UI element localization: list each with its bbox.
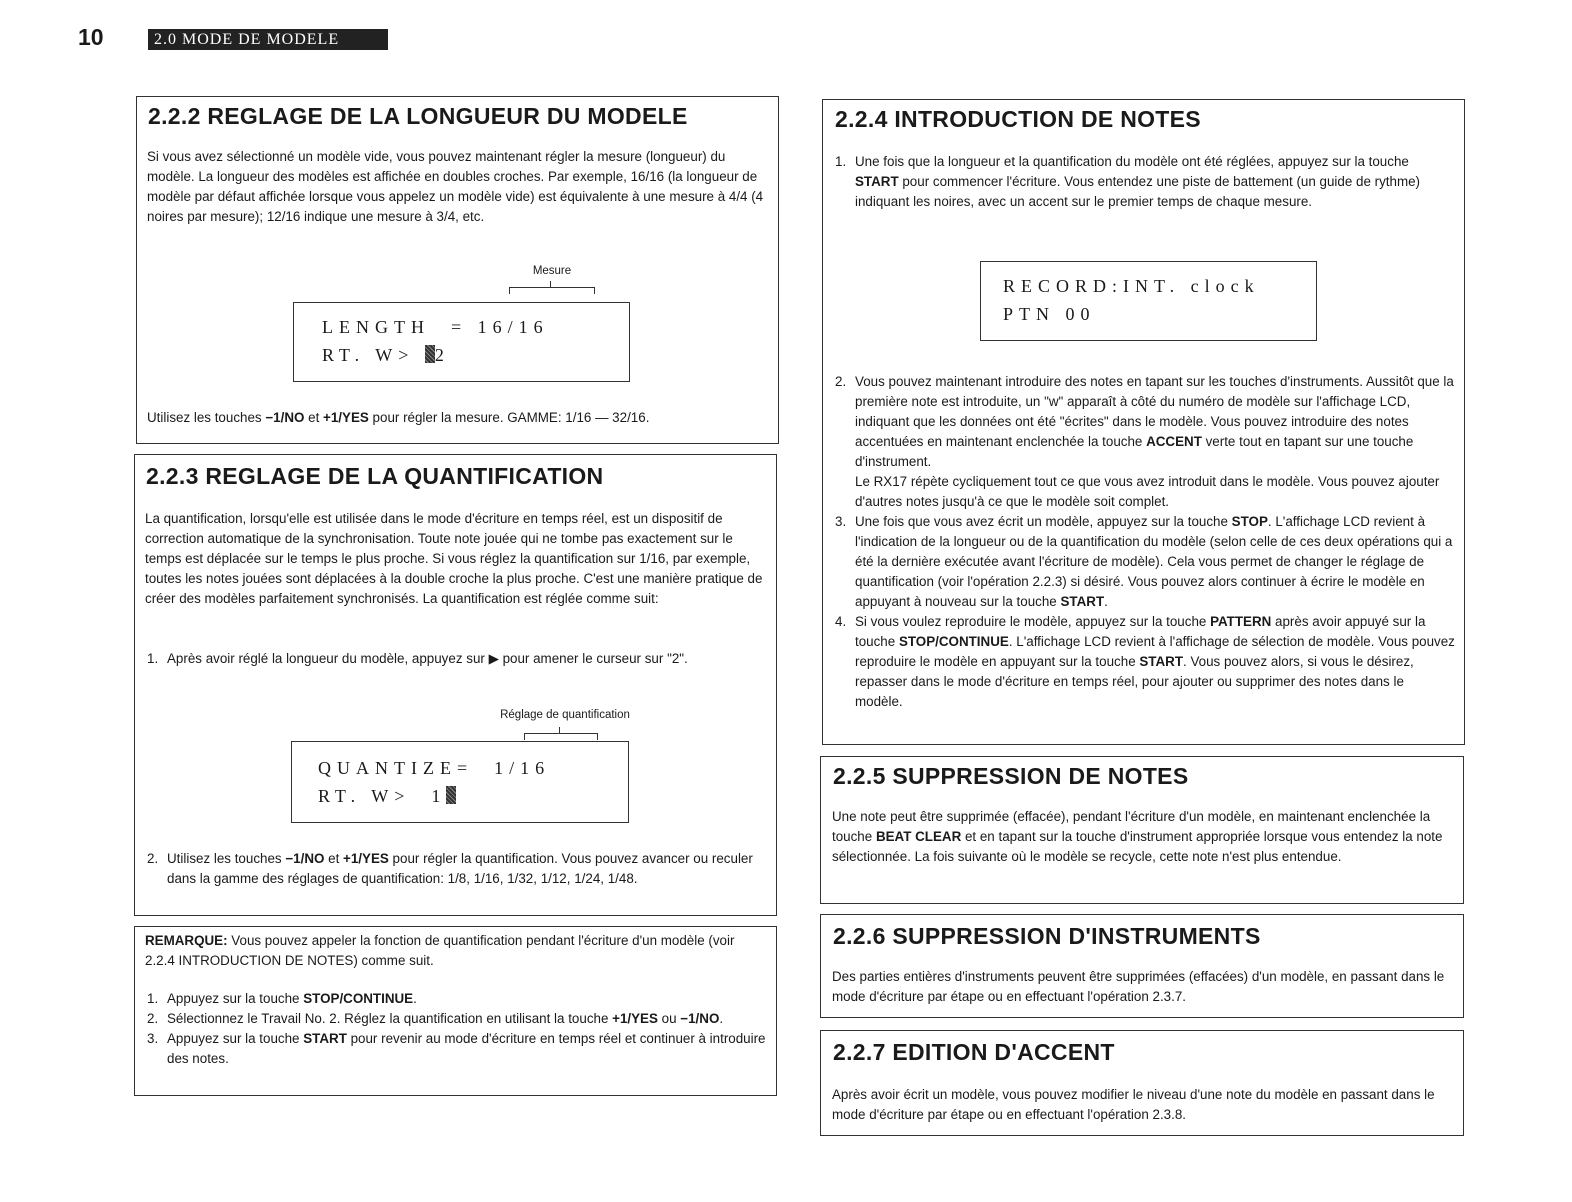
- lcd-text: RT. W> 1: [318, 786, 447, 806]
- item-number: 2.: [147, 851, 159, 866]
- key-label: PATTERN: [1210, 614, 1272, 629]
- lcd-display: [291, 741, 629, 823]
- text: Utilisez les touches: [147, 410, 266, 425]
- section-body: Si vous avez sélectionné un modèle vide, vous pouvez maintenant régler la mesure (longueur) du modèle. La longueur des modèles est affichée en doubles croches. Par exemple, 16/16 (la longueur de modèle par défaut affichée lorsque vous appelez un modèle vide) est équivalente à une mesure à 4/4 (4 noires par mesure); 12/16 indique une mesure à 3/4, etc.: [147, 149, 764, 224]
- section-body: Après avoir écrit un modèle, vous pouvez modifier le niveau d'une note du modèle en passant dans le mode d'écriture par étape ou en effectuant l'opération 2.3.8.: [832, 1087, 1435, 1122]
- text: Une fois que la longueur et la quantification du modèle ont été réglées, appuyez sur la touche: [855, 154, 1409, 169]
- key-label: +1/YES: [323, 410, 369, 425]
- text: ou: [657, 1011, 681, 1026]
- list-item: [147, 649, 759, 669]
- item-number: 1.: [835, 154, 847, 169]
- remark-text: [145, 931, 767, 971]
- text: Vous pouvez appeler la fonction de quantification pendant l'écriture d'un modèle (voir 2.2.4 INTRODUCTION DE NOTES) comme suit.: [145, 933, 735, 968]
- key-label: START: [855, 174, 899, 189]
- text: pour revenir au mode d'écriture en temps réel et continuer à introduire des notes.: [167, 1031, 766, 1066]
- text: Utilisez les touches: [167, 851, 286, 866]
- lcd-line-1: RECORD:INT. clock: [1003, 276, 1260, 296]
- text: Appuyez sur la touche: [167, 1031, 304, 1046]
- chapter-banner: 2.0 MODE DE MODELE: [148, 29, 388, 50]
- key-label: START: [303, 1031, 347, 1046]
- text: .: [413, 991, 417, 1006]
- item-number: 1.: [147, 651, 159, 666]
- list-item: [835, 372, 1455, 512]
- section-body: Des parties entières d'instruments peuvent être supprimées (effacées) d'un modèle, en passant dans le mode d'écriture par étape ou en effectuant l'opération 2.3.7.: [832, 969, 1445, 1004]
- list-item: [835, 612, 1455, 712]
- list-item: [147, 849, 763, 889]
- text: Sélectionnez le Travail No. 2. Réglez la quantification en utilisant la touche: [167, 1011, 613, 1026]
- caption-tick: [559, 727, 560, 733]
- item-text: Après avoir réglé la longueur du modèle, appuyez sur ▶ pour amener le curseur sur "2".: [167, 651, 688, 666]
- key-label: +1/YES: [343, 851, 389, 866]
- lcd-display: [980, 261, 1317, 341]
- lcd-line-1: QUANTIZE= 1/16: [318, 758, 551, 778]
- caption-tick: [550, 281, 551, 287]
- key-label: ACCENT: [1146, 434, 1202, 449]
- item-number: 3.: [835, 514, 847, 529]
- section-title: 2.2.3 REGLAGE DE LA QUANTIFICATION: [146, 463, 604, 489]
- text: . L'affichage LCD revient à l'indication de la longueur ou de la quantification du modèle (selon celle de ces deux opérations qui a été la dernière exécutée avant l'écriture de modèle). Cela vous permet de changer le réglage de quantification (voir l'opération 2.2.3) si désiré. Vous pouvez alors continuer à écrire le modèle en appuyant à nouveau sur la touche: [855, 514, 1453, 609]
- lcd-caption: Mesure: [532, 265, 572, 277]
- remark-label: REMARQUE:: [145, 933, 228, 948]
- item-number: 2.: [147, 1011, 159, 1026]
- key-label: START: [1060, 594, 1105, 609]
- text: et en tapant sur la touche d'instrument appropriée lorsque vous entendez la note sélectionnée. La fois suivante où le modèle se recycle, cette note n'est plus entendue.: [832, 829, 1443, 864]
- steps-list: [147, 849, 763, 889]
- key-label: +1/YES: [612, 1011, 658, 1026]
- steps-list: [835, 152, 1455, 212]
- text: .: [719, 1011, 724, 1026]
- section-2-2-2: [136, 96, 779, 444]
- lcd-text: 2: [434, 345, 450, 365]
- text: et: [304, 410, 324, 425]
- section-title: 2.2.5 SUPPRESSION DE NOTES: [833, 763, 1189, 789]
- key-label: STOP/CONTINUE: [303, 991, 414, 1006]
- text: Vous pouvez maintenant introduire des notes en tapant sur les touches d'instruments. Aussitôt que la première note est introduite, un "w" apparaît à côté du numéro de modèle sur l'affichage LCD, indiquant que les données ont été "écrites" dans le modèle. Vous pouvez introduire des notes accentuées en maintenant enclenchée la touche: [855, 374, 1454, 449]
- text: Si vous voulez reproduire le modèle, appuyez sur la touche: [855, 614, 1211, 629]
- lcd-caption: Réglage de quantification: [500, 709, 630, 721]
- remark-box: [134, 926, 777, 1096]
- key-label: BEAT CLEAR: [875, 829, 962, 844]
- text: . L'affichage LCD revient à l'affichage de sélection de modèle. Vous pouvez reproduire le modèle en appuyant sur la touche: [855, 634, 1455, 669]
- key-label: −1/NO: [265, 410, 305, 425]
- key-label: START: [1139, 654, 1184, 669]
- text: après avoir appuyé sur la touche: [855, 614, 1426, 649]
- text: . Vous pouvez alors, si vous le désirez, repasser dans le mode d'écriture en temps réel, pour ajouter ou supprimer des notes dans le modèle.: [855, 654, 1414, 709]
- key-label: −1/NO: [680, 1011, 720, 1026]
- section-body: [832, 807, 1452, 867]
- text: verte tout en tapant sur une touche d'instrument.: [855, 434, 1414, 469]
- lcd-line-2: [322, 345, 450, 366]
- caption-bracket: [524, 733, 598, 740]
- lcd-text: RT. W>: [322, 345, 425, 365]
- section-footer: [147, 408, 777, 428]
- item-number: 3.: [147, 1031, 159, 1046]
- list-item: [147, 989, 767, 1009]
- steps-list: [835, 372, 1455, 712]
- steps-list: [147, 649, 759, 669]
- item-number: 2.: [835, 374, 847, 389]
- remark-list: [147, 989, 767, 1069]
- lcd-cursor: [446, 786, 456, 804]
- key-label: STOP: [1231, 514, 1268, 529]
- text: et: [324, 851, 344, 866]
- lcd-line-2: PTN 00: [1003, 304, 1096, 324]
- list-item: [835, 152, 1455, 212]
- lcd-line-2: [318, 786, 456, 807]
- lcd-display: [293, 302, 630, 382]
- text: pour commencer l'écriture. Vous entendez une piste de battement (un guide de rythme) indiquant les noires, avec un accent sur le premier temps de chaque mesure.: [855, 174, 1421, 209]
- list-item: [147, 1009, 767, 1029]
- section-body: La quantification, lorsqu'elle est utilisée dans le mode d'écriture en temps réel, est un dispositif de correction automatique de la synchronisation. Toute note jouée qui ne tombe pas exactement sur le temps est déplacée sur le temps le plus proche. Si vous réglez la quantification sur 1/16, par exemple, toutes les notes jouées sont déplacées à la double croche la plus proche. C'est une manière pratique de créer des modèles parfaitement synchronisés. La quantification est réglée comme suit:: [145, 511, 763, 606]
- section-2-2-7: [820, 1030, 1464, 1136]
- list-item: [147, 1029, 767, 1069]
- text: Le RX17 répète cycliquement tout ce que vous avez introduit dans le modèle. Vous pouvez ajouter d'autres notes jusqu'à ce que le modèle soit complet.: [855, 474, 1440, 509]
- section-2-2-4: [822, 99, 1465, 745]
- text: pour régler la mesure. GAMME: 1/16 — 32/16.: [368, 410, 650, 425]
- section-title: 2.2.4 INTRODUCTION DE NOTES: [835, 106, 1201, 132]
- section-title: 2.2.2 REGLAGE DE LA LONGUEUR DU MODELE: [148, 103, 688, 129]
- section-title: 2.2.6 SUPPRESSION D'INSTRUMENTS: [833, 923, 1261, 949]
- section-2-2-5: [820, 756, 1464, 904]
- text: pour régler la quantification. Vous pouvez avancer ou reculer dans la gamme des réglages de quantification: 1/8, 1/16, 1/32, 1/12, 1/24, 1/48.: [167, 851, 753, 886]
- item-number: 1.: [147, 991, 159, 1006]
- section-2-2-6: [820, 914, 1464, 1018]
- section-2-2-3: [134, 454, 777, 916]
- item-number: 4.: [835, 614, 847, 629]
- caption-bracket: [509, 287, 595, 294]
- text: Une note peut être supprimée (effacée), pendant l'écriture d'un modèle, en maintenant enclenchée la touche: [832, 809, 1431, 844]
- text: .: [1104, 594, 1108, 609]
- page-number: 10: [78, 24, 104, 50]
- text: Une fois que vous avez écrit un modèle, appuyez sur la touche: [855, 514, 1232, 529]
- key-label: STOP/CONTINUE: [898, 634, 1009, 649]
- lcd-line-1: LENGTH = 16/16: [322, 317, 549, 337]
- list-item: [835, 512, 1455, 612]
- lcd-cursor: [425, 345, 435, 363]
- key-label: −1/NO: [285, 851, 325, 866]
- text: Appuyez sur la touche: [167, 991, 304, 1006]
- section-title: 2.2.7 EDITION D'ACCENT: [833, 1039, 1115, 1065]
